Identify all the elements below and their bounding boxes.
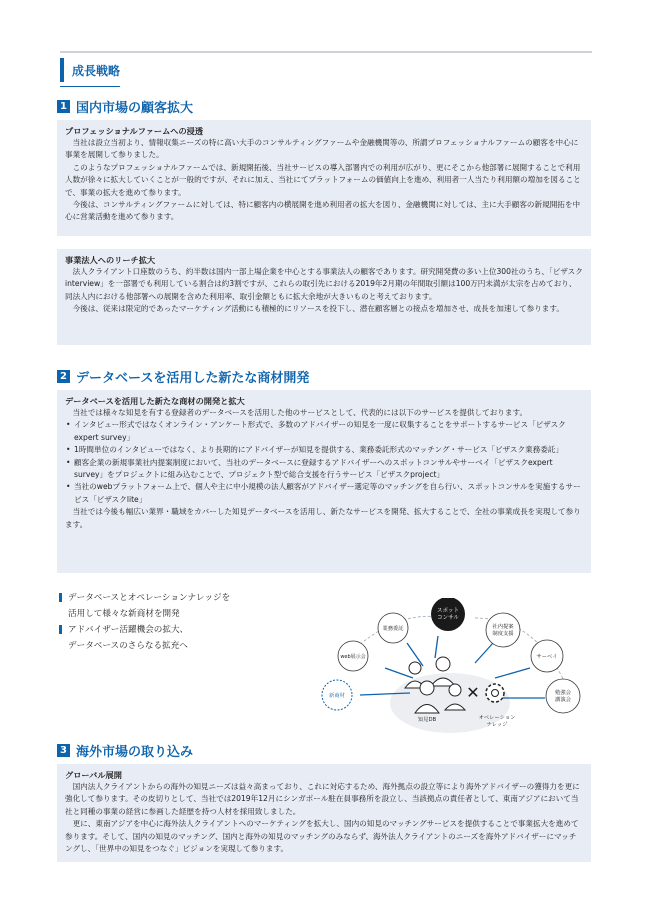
top-rule bbox=[60, 51, 592, 53]
node-new-product bbox=[322, 680, 352, 710]
node-survey bbox=[531, 640, 563, 672]
box-heading: 事業法人へのリーチ拡大 bbox=[65, 255, 156, 265]
node-shanai-teian bbox=[486, 613, 520, 647]
service-list bbox=[65, 419, 583, 506]
list-item: • 顧客企業の新規事業社内提案制度において、当社のデータベースに登録するアドバイザーへのスポットコンサルやサーベイ「ビザスクexpert survey」をプロジェクトに組み込むことで、プロジェクト型で総合支援を行うサービス「ビザスクproject」 bbox=[74, 457, 583, 482]
paragraph: 更に、東南アジアを中心に海外法人クライアントへのマーケティングを拡大し、国内の知見のマッチングサービスを提供することで事業拡大を進めて参ります。そして、国内の知見のマッチング、国内と海外の知見のマッチングのみならず、海外法人クライアントのニーズを海外アドバイザーにマッチングし、「世界中の知見をつなぐ」ビジョンを実現して参ります。 bbox=[65, 819, 579, 854]
cross-icon: ✕ bbox=[466, 683, 480, 702]
page-header bbox=[60, 58, 120, 82]
section-number: 1 bbox=[57, 100, 70, 113]
paragraph: このようなプロフェッショナルファームでは、新規開拓後、当社サービスの導入部署内での利用が広がり、更にそこから他部署に展開することで利用人数が徐々に拡大していくことが一般的ですが、それに加え、当社にてプラットフォームの価値向上を進め、利用者一人当たり利用額の増加を図ることで、事業の拡大を進めて参ります。 bbox=[65, 162, 581, 197]
ops-label: ナレッジ bbox=[486, 722, 508, 728]
section-number: 3 bbox=[57, 744, 70, 757]
section-2-header bbox=[57, 367, 309, 386]
section-title: データベースを活用した新たな商材開発 bbox=[76, 371, 310, 386]
node-label: 勉強会 bbox=[555, 690, 571, 696]
ops-label: オペレーション bbox=[478, 715, 516, 721]
highlight-2 bbox=[59, 622, 188, 654]
service-diagram bbox=[315, 598, 590, 738]
paragraph: 法人クライアント口座数のうち、約半数は国内一部上場企業を中心とする事業法人の顧客であります。研究開発費の多い上位300社のうち、「ビザスクinterview」を一部署でも利用している割合は約3割ですが、これらの取引先における2019年2月期の年間取引額は100万円未満が太宗を占めており、同法人内における他部署への展開を含めた利用率、取引金額ともに拡大余地が大きいものと考えております。 bbox=[65, 267, 583, 301]
node-label: コンサル bbox=[437, 615, 459, 621]
node-label: サーベイ bbox=[536, 654, 558, 660]
node-label: 新商材 bbox=[329, 693, 345, 699]
node-gyomu-itaku bbox=[378, 613, 408, 643]
node-web-exhibition bbox=[338, 641, 368, 671]
title-underline bbox=[60, 86, 120, 87]
paragraph: 当社は設立当初より、情報収集ニーズの特に高い大手のコンサルティングファームや金融機関等の、所謂プロフェッショナルファームの顧客を中心に事業を展開して参りました。 bbox=[65, 138, 579, 160]
paragraph: 今後は、コンサルティングファームに対しては、特に顧客内の横展開を進め利用者の拡大を図り、金融機関に対しては、主に大手顧客の新規開拓を中心に営業活動を進めて参ります。 bbox=[65, 200, 581, 222]
gear-icon bbox=[486, 684, 504, 702]
node-label: 講演会 bbox=[555, 697, 571, 703]
paragraph: 当社では様々な知見を有する登録者のデータベースを活用した他のサービスとして、代表的には以下のサービスを提供しております。 bbox=[72, 408, 528, 417]
box-heading: グローバル展開 bbox=[65, 770, 122, 780]
db-label: 知見DB bbox=[417, 717, 437, 723]
list-item: • インタビュー形式ではなくオンライン・アンケート形式で、多数のアドバイザーの知見を一度に収集することをサポートするサービス「ビザスクexpert survey」 bbox=[74, 419, 583, 444]
highlight-1 bbox=[59, 590, 230, 622]
database-products-box bbox=[57, 390, 591, 573]
corporate-reach-box bbox=[57, 249, 591, 345]
professional-firm-box bbox=[57, 120, 591, 236]
highlight-line: データベースのさらなる拡充へ bbox=[68, 641, 188, 651]
section-title: 海外市場の取り込み bbox=[76, 745, 194, 760]
highlight-line: アドバイザー活躍機会の拡大、 bbox=[68, 625, 189, 635]
box-heading: プロフェッショナルファームへの浸透 bbox=[65, 126, 204, 136]
paragraph: 国内法人クライアントからの海外の知見ニーズは益々高まっており、これに対応するため、海外拠点の設立等により海外アドバイザーの獲得力を更に強化して参ります。その皮切りとして、当社では2019年12月にシンガポール駐在員事務所を設立し、当該拠点の責任者として、東南アジアにおいて当社と同種の事業の経営に参画した経歴を持つ人材を採用致しました。 bbox=[65, 782, 580, 816]
page-title: 成長戦略 bbox=[72, 63, 121, 78]
highlight-marker bbox=[59, 625, 62, 634]
paragraph: 当社では今後も幅広い業界・職域をカバーした知見データベースを活用し、新たなサービスを開発、拡大することで、全社の事業成長を実現して参ります。 bbox=[65, 507, 581, 529]
list-item: • 当社のwebプラットフォーム上で、個人や主に中小規模の法人顧客がアドバイザー選定等のマッチングを自ら行い、スポットコンサルを実施するサービス「ビザスクlite」 bbox=[74, 481, 583, 506]
node-label: 社内提案 bbox=[492, 624, 514, 630]
highlight-marker bbox=[59, 593, 62, 602]
section-1-header bbox=[57, 97, 193, 116]
global-expansion-box bbox=[57, 764, 591, 862]
node-study-lecture bbox=[546, 679, 580, 713]
paragraph: 今後は、従来は限定的であったマーケティング活動にも積極的にリソースを投下し、潜在顧客層との接点を増加させ、成長を加速して参ります。 bbox=[72, 304, 564, 314]
section-title: 国内市場の顧客拡大 bbox=[76, 101, 194, 116]
box-heading: データベースを活用した新たな商材の開発と拡大 bbox=[65, 396, 245, 406]
node-spot-consult bbox=[431, 598, 465, 631]
highlight-line: 活用して様々な新商材を開発 bbox=[68, 609, 180, 619]
list-item: • 1時間単位のインタビューではなく、より長期的にアドバイザーが知見を提供する、業務委託形式のマッチング・サービス「ビザスク業務委託」 bbox=[74, 444, 583, 456]
highlight-line: データベースとオペレーションナレッジを bbox=[68, 593, 231, 603]
node-label: 制度支援 bbox=[492, 631, 514, 637]
node-label: web展示会 bbox=[340, 654, 366, 660]
section-3-header bbox=[57, 741, 193, 760]
node-label: 業務委託 bbox=[382, 626, 404, 632]
title-accent-bar bbox=[60, 58, 64, 82]
node-label: スポット bbox=[436, 608, 460, 614]
section-number: 2 bbox=[57, 370, 70, 383]
